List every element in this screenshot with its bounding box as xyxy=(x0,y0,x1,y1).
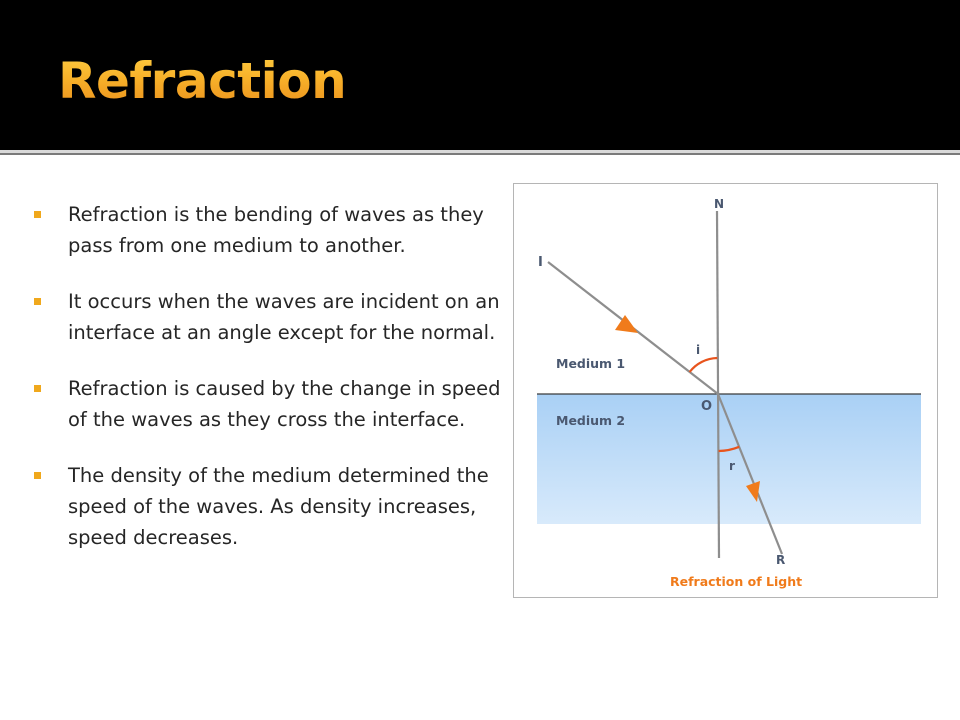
medium-2-label: Medium 2 xyxy=(556,413,626,428)
slide-content xyxy=(0,155,960,720)
bullet-text: Refraction is caused by the change in speed of the waves as they cross the interface. xyxy=(68,377,501,431)
refraction-angle-label: r xyxy=(729,459,735,473)
bullet-square-icon xyxy=(34,385,41,392)
bullet-item xyxy=(34,286,504,348)
bullet-square-icon xyxy=(34,211,41,218)
bullet-square-icon xyxy=(34,472,41,479)
bullet-item xyxy=(34,460,504,553)
bullet-item xyxy=(34,199,504,261)
refraction-diagram xyxy=(513,183,938,598)
refracted-point-label: R xyxy=(776,553,786,567)
normal-label: N xyxy=(714,197,725,211)
bullet-text: Refraction is the bending of waves as they pass from one medium to another. xyxy=(68,203,484,257)
diagram-caption: Refraction of Light xyxy=(670,574,803,589)
slide-title: Refraction xyxy=(58,46,346,116)
refraction-diagram-svg xyxy=(514,184,937,597)
bullet-text: The density of the medium determined the speed of the waves. As density increases, speed decreases. xyxy=(68,464,489,549)
incident-point-label: I xyxy=(538,255,543,270)
incidence-angle-arc xyxy=(690,358,718,372)
bullet-item xyxy=(34,373,504,435)
incidence-angle-label: i xyxy=(696,343,701,357)
medium-1-label: Medium 1 xyxy=(556,356,626,371)
origin-label: O xyxy=(701,399,713,414)
bullet-text: It occurs when the waves are incident on an interface at an angle except for the normal. xyxy=(68,290,500,344)
bullet-list xyxy=(34,199,504,578)
bullet-square-icon xyxy=(34,298,41,305)
